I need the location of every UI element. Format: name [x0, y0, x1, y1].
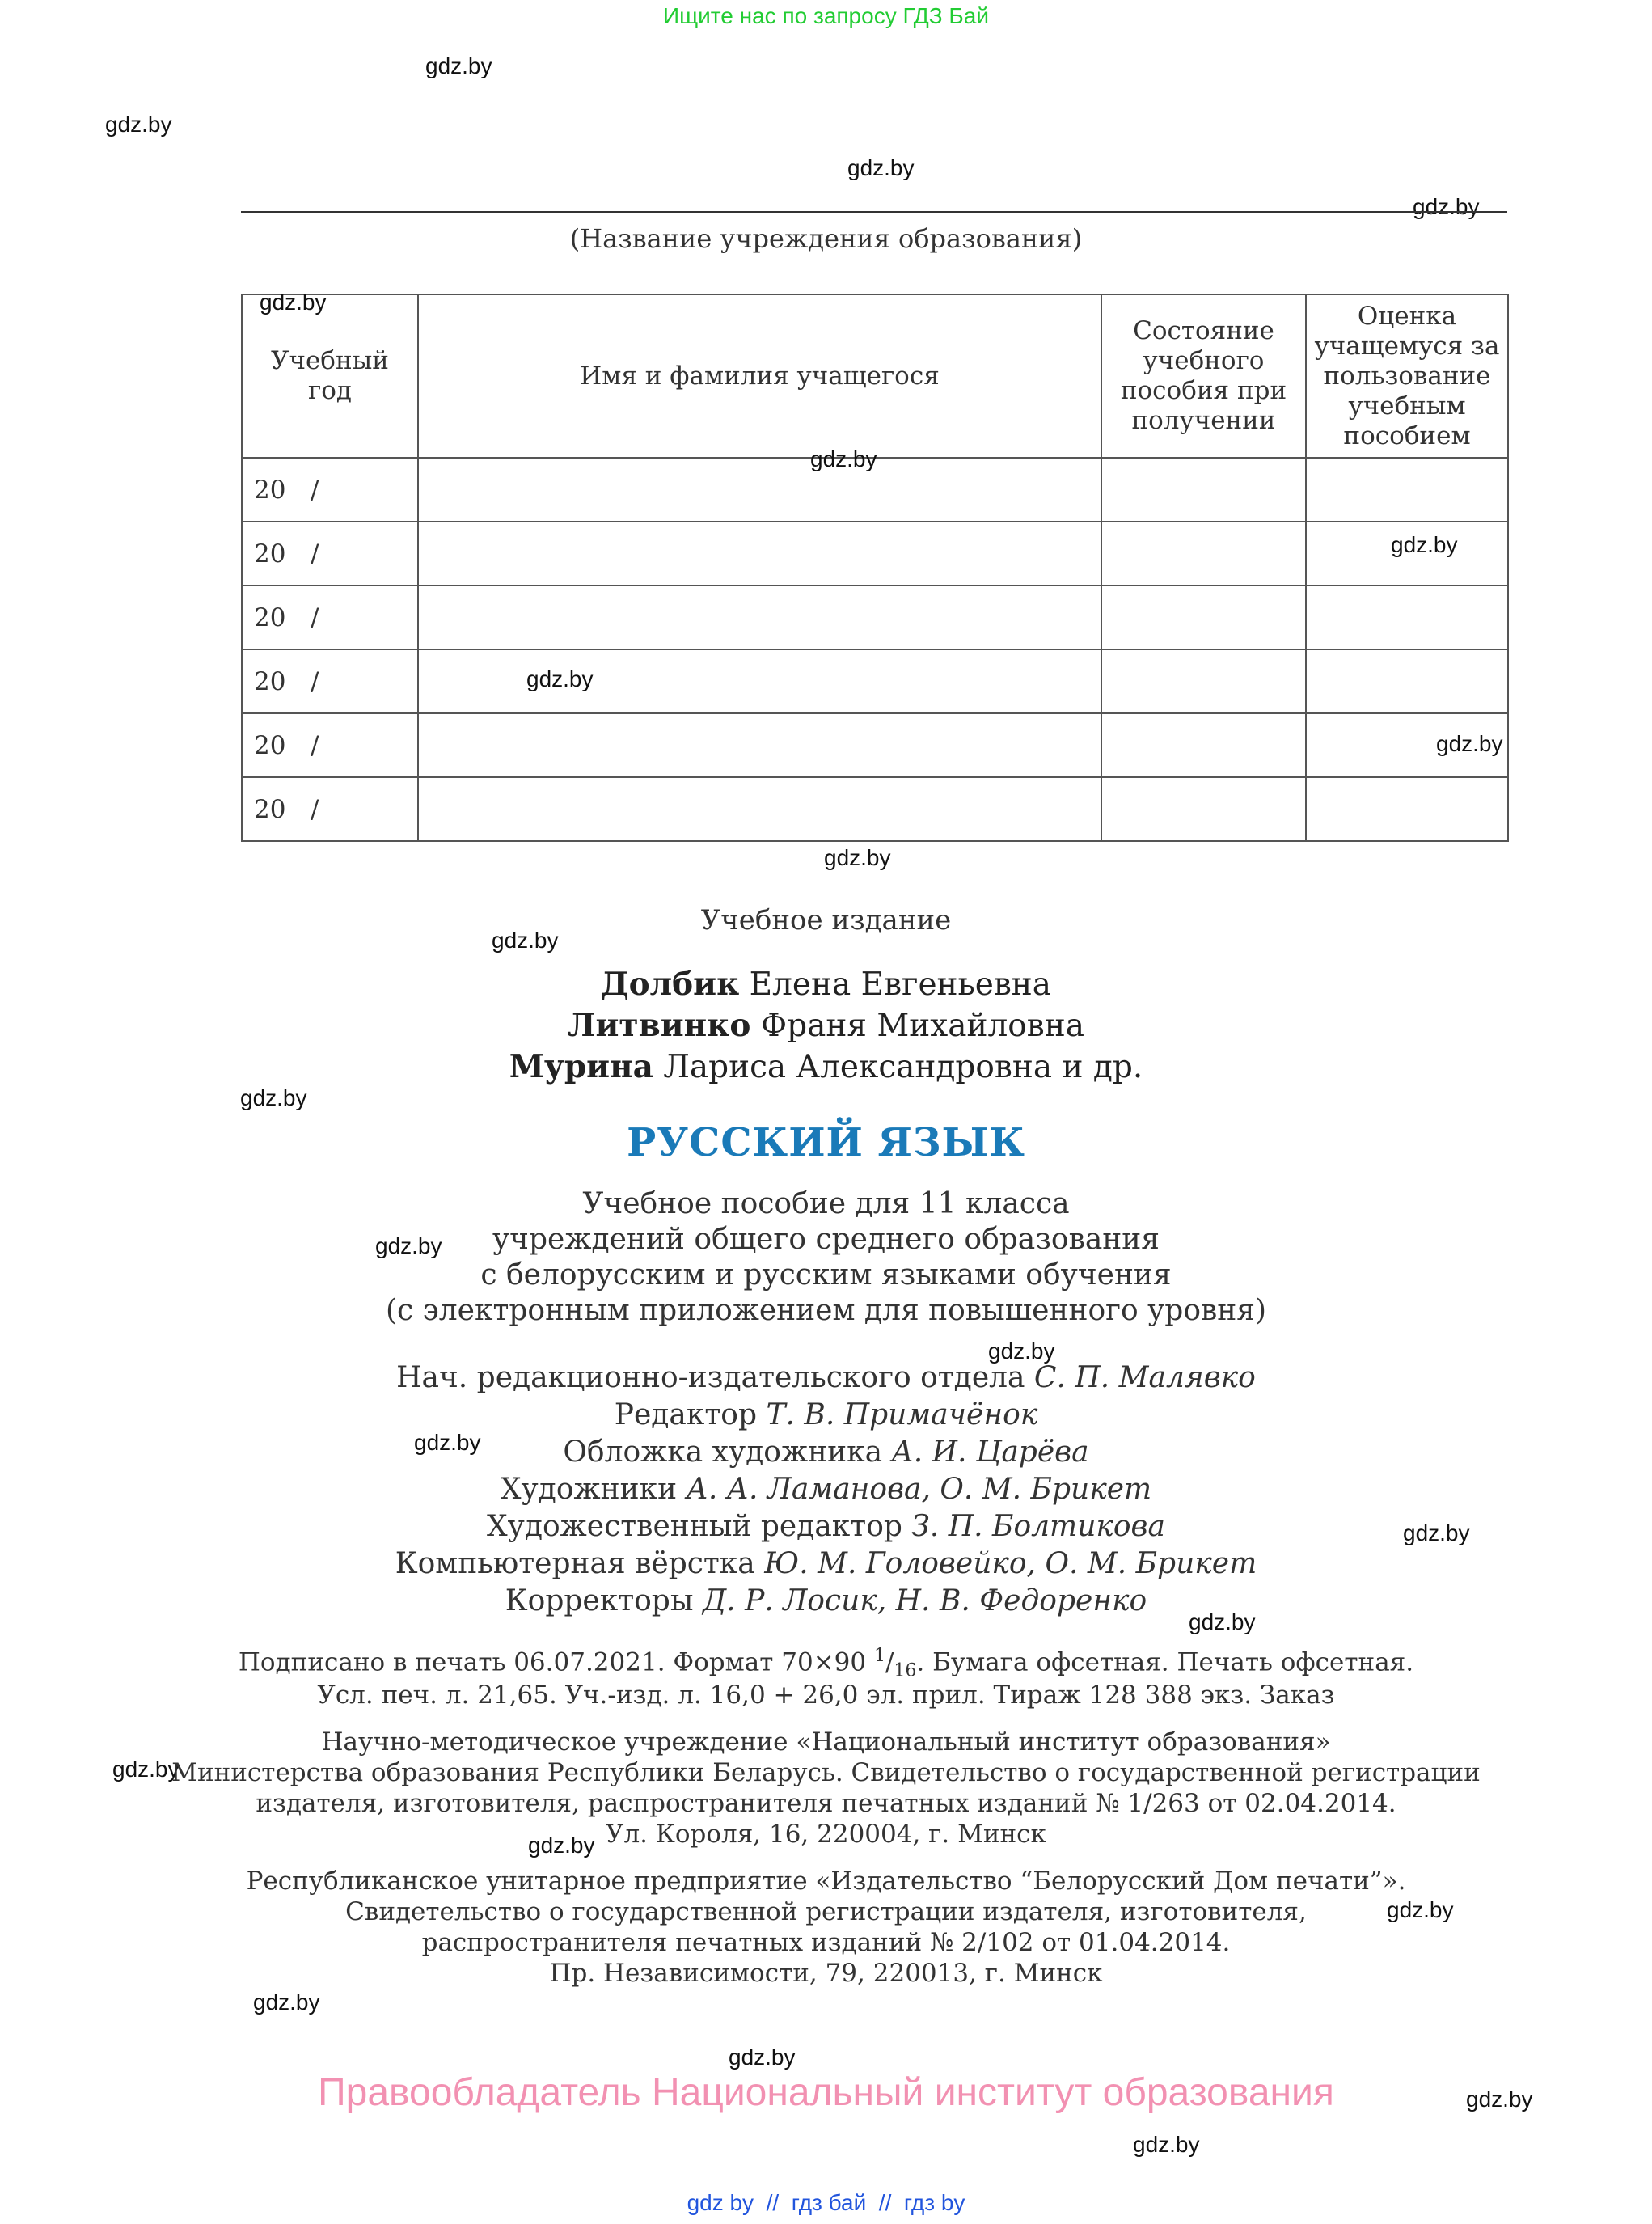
year-cell	[242, 713, 418, 777]
table-header-row	[242, 294, 1508, 458]
credit-line	[0, 1584, 1652, 1617]
footer-links[interactable]: gdz by // гдз бай // гдз by	[687, 2190, 965, 2215]
watermark: gdz.by	[425, 53, 492, 78]
search-banner: Ищите нас по запросу ГДЗ Бай	[662, 3, 990, 28]
condition-cell	[1101, 522, 1306, 586]
grade-cell	[1306, 649, 1508, 713]
grade-cell	[1306, 586, 1508, 649]
credit-person: А. А. Ламанова, О. М. Брикет	[686, 1473, 1152, 1506]
credit-role: Художественный редактор	[487, 1510, 902, 1543]
author-surname: Долбик	[600, 966, 740, 1003]
format-fraction-numerator: 1	[873, 1646, 885, 1666]
publisher-line: издателя, изготовителя, распространителя печатных изданий № 1/263 от 02.04.2014.	[256, 1789, 1396, 1818]
watermark: gdz.by	[492, 928, 559, 953]
year-cell	[242, 458, 418, 522]
header-student-name: Имя и фамилия учащегося	[418, 294, 1101, 458]
author-surname: Мурина	[509, 1048, 653, 1085]
publisher-line: Министерства образования Республики Беларусь. Свидетельство о государственной регистрации	[171, 1758, 1481, 1787]
print-info-b: . Бумага офсетная. Печать офсетная.	[916, 1647, 1414, 1677]
student-name-cell	[418, 777, 1101, 841]
watermark: gdz.by	[526, 666, 594, 691]
credit-person: З. П. Болтикова	[911, 1510, 1165, 1543]
credit-role: Компьютерная вёрстка	[395, 1547, 755, 1580]
watermark: gdz.by	[260, 290, 327, 315]
credit-line	[0, 1361, 1652, 1394]
rights-holder: Правообладатель Национальный институт образования	[318, 2071, 1334, 2114]
year-prefix: 20	[254, 666, 286, 696]
watermark: gdz.by	[847, 155, 915, 180]
institution-line	[241, 211, 1507, 213]
year-prefix: 20	[254, 539, 286, 569]
printer-line: Республиканское унитарное предприятие «Издательство “Белорусский Дом печати”».	[246, 1867, 1406, 1896]
institution-caption: (Название учреждения образования)	[569, 223, 1083, 254]
header-grade: Оценка учащемуся за пользование учебным пособием	[1306, 294, 1508, 458]
table-row	[242, 586, 1508, 649]
student-name-cell	[418, 649, 1101, 713]
student-name-cell	[418, 586, 1101, 649]
watermark: gdz.by	[1403, 1520, 1470, 1545]
author-names: Лариса Александровна и др.	[663, 1049, 1143, 1085]
watermark: gdz.by	[1133, 2132, 1200, 2157]
year-prefix: 20	[254, 794, 286, 824]
year-separator: /	[311, 603, 319, 632]
textbook-loan-table	[241, 294, 1509, 842]
credit-line	[0, 1435, 1652, 1469]
watermark: gdz.by	[414, 1430, 481, 1455]
subtitle-line: учреждений общего среднего образования	[492, 1223, 1160, 1256]
watermark: gdz.by	[824, 845, 891, 870]
table-row	[242, 522, 1508, 586]
year-prefix: 20	[254, 475, 286, 505]
credit-person: Ю. М. Головейко, О. М. Брикет	[764, 1547, 1257, 1580]
grade-cell	[1306, 777, 1508, 841]
print-info-line: Подписано в печать 06.07.2021. Формат 70×90 $^1/_{16}$. Бумага офсетная. Печать офсетная.	[238, 1646, 1414, 1681]
watermark: gdz.by	[240, 1085, 307, 1110]
edition-type: Учебное издание	[700, 904, 952, 937]
credit-role: Обложка художника	[563, 1435, 883, 1469]
credit-line	[0, 1547, 1652, 1580]
credit-role: Нач. редакционно-издательского отдела	[396, 1361, 1025, 1394]
watermark: gdz.by	[112, 1757, 180, 1782]
watermark: gdz.by	[1391, 532, 1458, 557]
table-row	[242, 777, 1508, 841]
year-cell	[242, 522, 418, 586]
printer-line: Свидетельство о государственной регистрации издателя, изготовителя,	[345, 1897, 1307, 1926]
subtitle-line: Учебное пособие для 11 класса	[582, 1187, 1070, 1220]
table-row	[242, 649, 1508, 713]
subtitle-line: (с электронным приложением для повышенного уровня)	[385, 1294, 1267, 1327]
credit-person: Т. В. Примачёнок	[766, 1398, 1038, 1431]
printer-line: распространителя печатных изданий № 2/102 от 01.04.2014.	[421, 1928, 1231, 1957]
credit-line	[0, 1473, 1652, 1506]
condition-cell	[1101, 777, 1306, 841]
year-separator: /	[311, 666, 319, 696]
year-separator: /	[311, 794, 319, 824]
year-separator: /	[311, 730, 319, 760]
author-names: Франя Михайловна	[760, 1008, 1084, 1044]
credit-role: Корректоры	[505, 1584, 694, 1617]
author-line	[0, 1048, 1652, 1085]
format-fraction-denominator: 16	[894, 1660, 917, 1681]
credit-person: А. И. Царёва	[891, 1435, 1089, 1469]
table-row	[242, 713, 1508, 777]
year-cell	[242, 649, 418, 713]
year-cell	[242, 586, 418, 649]
condition-cell	[1101, 586, 1306, 649]
condition-cell	[1101, 713, 1306, 777]
year-separator: /	[311, 475, 319, 505]
condition-cell	[1101, 458, 1306, 522]
student-name-cell	[418, 522, 1101, 586]
year-separator: /	[311, 539, 319, 569]
watermark: gdz.by	[105, 112, 172, 137]
student-name-cell	[418, 458, 1101, 522]
watermark: gdz.by	[729, 2044, 796, 2070]
watermark: gdz.by	[528, 1833, 595, 1858]
watermark: gdz.by	[1189, 1609, 1256, 1634]
author-surname: Литвинко	[568, 1007, 751, 1044]
watermark: gdz.by	[1436, 731, 1503, 756]
header-condition: Состояние учебного пособия при получении	[1101, 294, 1306, 458]
publisher-line: Ул. Короля, 16, 220004, г. Минск	[606, 1820, 1046, 1849]
author-names: Елена Евгеньевна	[749, 966, 1052, 1003]
watermark: gdz.by	[1413, 194, 1480, 219]
header-year: Учебный год	[242, 294, 418, 458]
watermark: gdz.by	[988, 1338, 1055, 1364]
condition-cell	[1101, 649, 1306, 713]
credit-person: С. П. Малявко	[1033, 1361, 1256, 1394]
student-name-cell	[418, 713, 1101, 777]
credit-role: Художники	[500, 1473, 678, 1506]
author-line	[0, 966, 1652, 1003]
watermark: gdz.by	[375, 1233, 442, 1258]
grade-cell	[1306, 458, 1508, 522]
print-info-a: Подписано в печать 06.07.2021. Формат 70×90	[238, 1647, 867, 1677]
printer-line: Пр. Независимости, 79, 220013, г. Минск	[549, 1959, 1103, 1988]
credit-line	[0, 1510, 1652, 1543]
year-prefix: 20	[254, 730, 286, 760]
watermark: gdz.by	[810, 446, 877, 471]
subtitle-line: с белорусским и русским языками обучения	[480, 1258, 1172, 1292]
watermark: gdz.by	[1466, 2087, 1533, 2112]
publisher-line: Научно-методическое учреждение «Национальный институт образования»	[321, 1727, 1331, 1757]
book-title: РУССКИЙ ЯЗЫК	[627, 1120, 1025, 1165]
print-info-line: Усл. печ. л. 21,65. Уч.-изд. л. 16,0 + 26,0 эл. прил. Тираж 128 388 экз. Заказ	[317, 1681, 1335, 1710]
year-prefix: 20	[254, 603, 286, 632]
credit-line	[0, 1398, 1652, 1431]
watermark: gdz.by	[253, 1989, 320, 2015]
credit-person: Д. Р. Лосик, Н. В. Федоренко	[702, 1584, 1147, 1617]
watermark: gdz.by	[1387, 1897, 1454, 1922]
author-line	[0, 1007, 1652, 1044]
year-cell	[242, 777, 418, 841]
credit-role: Редактор	[614, 1398, 758, 1431]
